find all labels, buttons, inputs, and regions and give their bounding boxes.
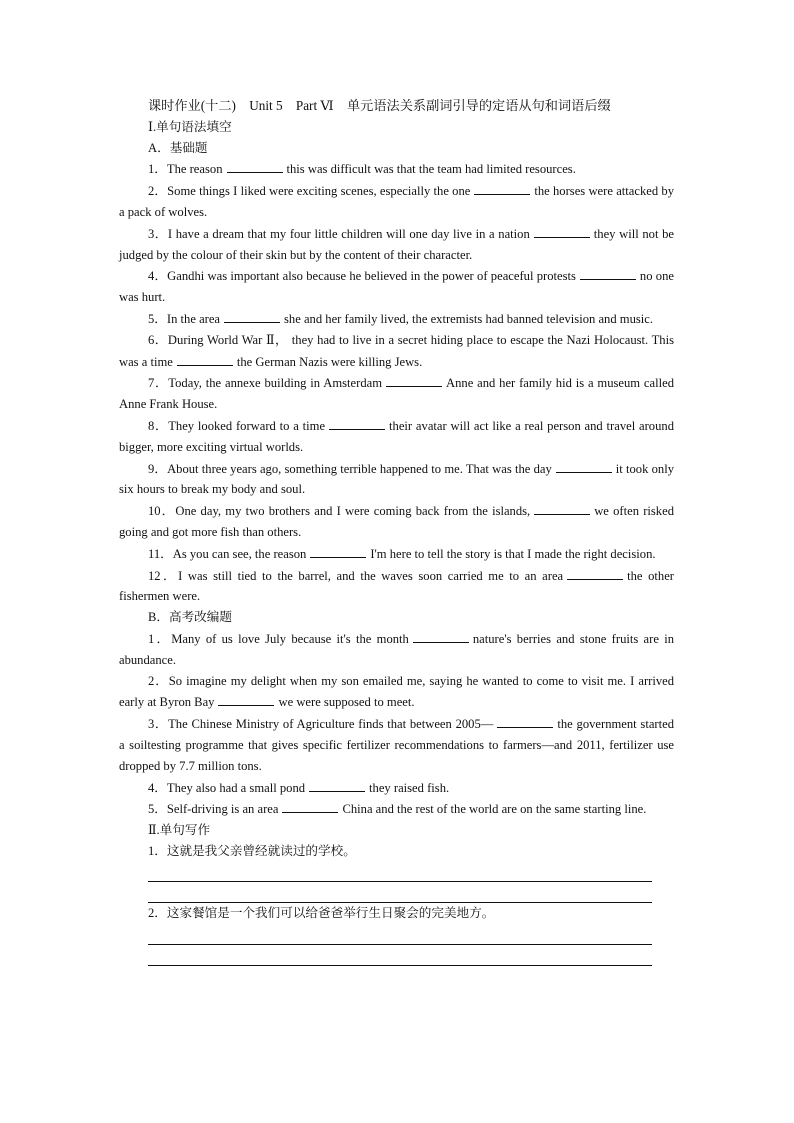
answer-blank[interactable] bbox=[474, 180, 530, 195]
question-number: 5． bbox=[148, 802, 167, 817]
question-text-before: One day, my two brothers and I were coming back from the islands, bbox=[175, 504, 531, 519]
question-text-before: Some things I liked were exciting scenes, especially the one bbox=[167, 184, 471, 199]
worksheet-page bbox=[119, 96, 674, 966]
question-number: 10． bbox=[148, 504, 176, 519]
answer-blank[interactable] bbox=[218, 691, 274, 706]
answer-line[interactable] bbox=[148, 882, 652, 903]
question-item bbox=[119, 777, 674, 799]
question-text-after: they raised fish. bbox=[369, 780, 450, 795]
writing-item bbox=[119, 841, 674, 862]
question-item bbox=[119, 798, 674, 820]
question-number: 1． bbox=[148, 162, 167, 177]
question-text-after: the government started a soiltesting programme that gives specific fertilizer recommendations to farmers—and 2011, fertilizer use dropped by 7.7 million tons. bbox=[119, 717, 674, 773]
answer-blank[interactable] bbox=[534, 223, 590, 238]
writing-item bbox=[119, 903, 674, 924]
question-text-before: During World War Ⅱ， they had to live in a secret hiding place to escape the Nazi Holocaust. This was a time bbox=[119, 332, 674, 369]
question-text-after: I'm here to tell the story is that I made the right decision. bbox=[370, 546, 656, 561]
title-part1: 课时作业(十二) bbox=[148, 98, 236, 113]
answer-blank[interactable] bbox=[309, 777, 365, 792]
question-number: 4． bbox=[148, 269, 168, 284]
question-text-before: Gandhi was important also because he believed in the power of peaceful protests bbox=[167, 269, 576, 284]
writing-prompt: 这家餐馆是一个我们可以给爸爸举行生日聚会的完美地方。 bbox=[166, 906, 495, 921]
question-text-after: we often risked going and got more fish than others. bbox=[119, 504, 674, 539]
answer-blank[interactable] bbox=[580, 265, 636, 280]
question-text-after: their avatar will act like a real person and travel around bigger, more exciting virtual worlds. bbox=[119, 418, 674, 454]
question-item bbox=[119, 372, 674, 415]
answer-blank[interactable] bbox=[497, 713, 553, 728]
answer-blank[interactable] bbox=[567, 565, 623, 580]
answer-blank[interactable] bbox=[386, 372, 442, 387]
question-text-after: it took only six hours to break my body and soul. bbox=[119, 461, 675, 497]
question-item bbox=[119, 458, 674, 501]
writing-number: 2． bbox=[148, 906, 167, 921]
question-item bbox=[119, 265, 674, 308]
question-text-before: About three years ago, something terrible happened to me. That was the day bbox=[167, 461, 552, 476]
answer-blank[interactable] bbox=[310, 543, 366, 558]
question-item bbox=[119, 565, 674, 608]
answer-lines bbox=[119, 862, 674, 904]
answer-line[interactable] bbox=[148, 924, 652, 945]
question-item bbox=[119, 158, 674, 180]
question-text-before: Today, the annexe building in Amsterdam bbox=[168, 376, 383, 391]
question-number: 11． bbox=[148, 546, 173, 561]
title-part4: 单元语法关系副词引导的定语从句和词语后缀 bbox=[346, 98, 611, 113]
question-number: 1． bbox=[148, 631, 172, 646]
section1-heading: Ⅰ.单句语法填空 bbox=[148, 119, 232, 134]
question-text-before: So imagine my delight when my son emailed me, saying he wanted to come to visit me. I arrived early at Byron Bay bbox=[119, 673, 675, 710]
answer-blank[interactable] bbox=[282, 798, 338, 813]
question-text-after: we were supposed to meet. bbox=[278, 695, 415, 710]
question-number: 8． bbox=[148, 418, 169, 433]
question-text-before: As you can see, the reason bbox=[172, 546, 307, 561]
question-text-after: no one was hurt. bbox=[119, 269, 674, 305]
items-a-list bbox=[119, 158, 674, 607]
question-item bbox=[119, 330, 674, 373]
question-number: 4． bbox=[148, 780, 167, 795]
question-item bbox=[119, 628, 674, 671]
question-number: 3． bbox=[148, 717, 169, 732]
question-number: 2． bbox=[148, 673, 169, 688]
question-item bbox=[119, 500, 674, 543]
question-item bbox=[119, 671, 674, 714]
question-text-before: They looked forward to a time bbox=[168, 418, 326, 433]
answer-blank[interactable] bbox=[413, 628, 469, 643]
question-text-after: she and her family lived, the extremists had banned television and music. bbox=[284, 311, 654, 326]
answer-blank[interactable] bbox=[227, 158, 283, 173]
question-number: 2． bbox=[148, 184, 168, 199]
question-number: 5． bbox=[148, 311, 167, 326]
answer-lines bbox=[119, 924, 674, 966]
question-number: 12． bbox=[148, 568, 179, 583]
subsection-b-heading: B．高考改编题 bbox=[148, 610, 232, 625]
items-b-list bbox=[119, 628, 674, 820]
question-number: 6． bbox=[148, 332, 168, 347]
question-text-after: the other fishermen were. bbox=[119, 568, 675, 604]
writing-list bbox=[119, 841, 674, 966]
question-item bbox=[119, 180, 674, 223]
answer-blank[interactable] bbox=[534, 500, 590, 515]
writing-number: 1． bbox=[148, 843, 167, 858]
question-item bbox=[119, 308, 674, 330]
question-item bbox=[119, 223, 674, 266]
question-number: 9． bbox=[148, 461, 168, 476]
question-number: 7． bbox=[148, 376, 169, 391]
title-part3: Part Ⅵ bbox=[295, 98, 334, 113]
question-text-after: nature's berries and stone fruits are in abundance. bbox=[119, 631, 675, 667]
question-text-after: the horses were attacked by a pack of wolves. bbox=[119, 184, 675, 219]
question-text-after: this was difficult was that the team had limited resources. bbox=[286, 162, 576, 177]
writing-prompt: 这就是我父亲曾经就读过的学校。 bbox=[166, 843, 356, 858]
question-text-before: Many of us love July because it's the month bbox=[171, 631, 409, 646]
question-text-after: China and the rest of the world are on the same starting line. bbox=[342, 802, 647, 817]
question-text-after: the German Nazis were killing Jews. bbox=[236, 354, 423, 369]
subsection-a-heading: A．基础题 bbox=[148, 140, 208, 155]
answer-blank[interactable] bbox=[556, 458, 612, 473]
question-text-before: In the area bbox=[166, 311, 221, 326]
answer-blank[interactable] bbox=[177, 351, 233, 366]
question-text-before: Self-driving is an area bbox=[166, 802, 279, 817]
question-item bbox=[119, 415, 674, 458]
question-text-before: The reason bbox=[166, 162, 223, 177]
answer-blank[interactable] bbox=[224, 308, 280, 323]
question-text-before: The Chinese Ministry of Agriculture finds that between 2005— bbox=[168, 717, 494, 732]
page-title bbox=[119, 96, 674, 117]
answer-line[interactable] bbox=[148, 862, 652, 883]
question-item bbox=[119, 543, 674, 565]
question-text-before: I have a dream that my four little children will one day live in a nation bbox=[167, 226, 530, 241]
question-item bbox=[119, 713, 674, 776]
answer-blank[interactable] bbox=[329, 415, 385, 430]
title-part2: Unit 5 bbox=[249, 98, 283, 113]
answer-line[interactable] bbox=[148, 945, 652, 966]
question-text-before: They also had a small pond bbox=[166, 780, 306, 795]
section2-heading: Ⅱ.单句写作 bbox=[148, 823, 211, 838]
question-text-after: they will not be judged by the colour of their skin but by the content of their character. bbox=[119, 226, 675, 262]
question-number: 3． bbox=[148, 226, 168, 241]
question-text-before: I was still tied to the barrel, and the waves soon carried me to an area bbox=[178, 568, 564, 583]
question-text-after: Anne and her family hid is a museum called Anne Frank House. bbox=[119, 376, 675, 412]
